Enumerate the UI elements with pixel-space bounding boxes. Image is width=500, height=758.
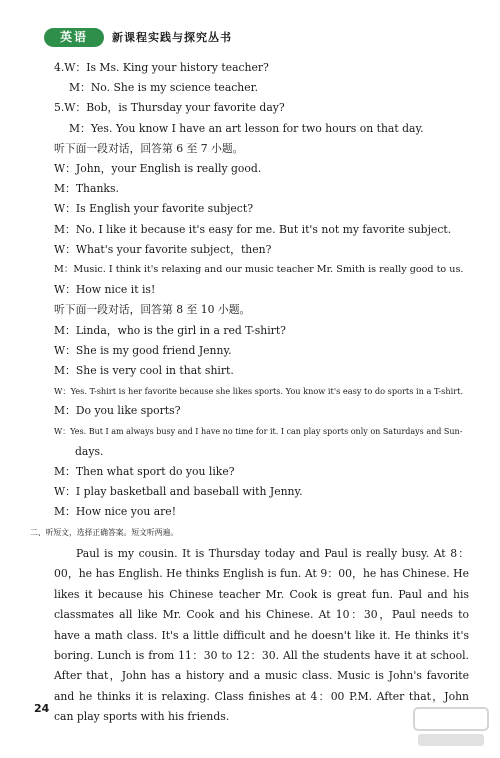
dialogue-line: W：How nice it is! xyxy=(54,283,156,297)
dialogue-line: M：She is very cool in that shirt. xyxy=(54,364,234,378)
watermark-logo xyxy=(412,706,490,750)
dialogue-line: W：She is my good friend Jenny. xyxy=(54,343,232,357)
page-number: 24 xyxy=(34,702,50,715)
dialogue-line: 听下面一段对话，回答第 6 至 7 小题。 xyxy=(54,141,244,155)
subject-badge: 英语 xyxy=(44,28,104,47)
dialogue-line: W：Is English your favorite subject? xyxy=(54,202,253,216)
section-heading: 二、听短文，选择正确答案。短文听两遍。 xyxy=(30,527,179,537)
dialogue-line: M：Yes. You know I have an art lesson for two hours on that day. xyxy=(69,121,424,135)
dialogue-line: 5.W：Bob，is Thursday your favorite day? xyxy=(54,101,285,115)
series-title: 新课程实践与探究丛书 xyxy=(112,31,232,44)
dialogue-line: M：Then what sport do you like? xyxy=(54,465,235,479)
dialogue-lines xyxy=(30,58,469,543)
dialogue-line: W：John，your English is really good. xyxy=(54,162,262,176)
dialogue-line: W：Yes. But I am always busy and I have no time for it. I can play sports only on Saturdays and Sun- xyxy=(54,426,463,436)
dialogue-line: M：Do you like sports? xyxy=(54,404,181,418)
dialogue-line: days. xyxy=(75,444,104,458)
dialogue-line: M：How nice you are! xyxy=(54,505,177,519)
dialogue-line: M：Music. I think it's relaxing and our music teacher Mr. Smith is really good to us. xyxy=(54,264,464,276)
passage-paragraph: Paul is my cousin. It is Thursday today and Paul is really busy. At 8：00，he has English. He thinks English is fun. At 9：00，he has Chinese. He likes it because his Chinese teacher Mr. Cook is great fun. Paul and his classmates all like Mr. Cook and his Chinese. At 10：30，Paul needs to have a math class. It's a little difficult and he doesn't like it. He thinks it's boring. Lunch is from 11：30 to 12：30. All the students have it at school. After that，John has a history and a music class. Music is John's favorite and he thinks it is relaxing. Class finishes at 4：00 P.M. After that，John can play sports with his friends. xyxy=(54,546,469,724)
dialogue-line: 听下面一段对话，回答第 8 至 10 小题。 xyxy=(54,303,251,317)
dialogue-line: W：Yes. T-shirt is her favorite because she likes sports. You know it's easy to do sports in a T-shirt. xyxy=(54,386,464,397)
dialogue-line: M：Linda，who is the girl in a red T-shirt? xyxy=(54,323,286,337)
dialogue-line: M：No. I like it because it's easy for me. But it's not my favorite subject. xyxy=(54,222,452,236)
dialogue-line: W：What's your favorite subject，then? xyxy=(54,242,272,256)
dialogue-line: M：No. She is my science teacher. xyxy=(69,81,259,95)
dialogue-line: M：Thanks. xyxy=(54,182,119,196)
dialogue-line: 4.W：Is Ms. King your history teacher? xyxy=(54,61,269,74)
dialogue-line: W：I play basketball and baseball with Jenny. xyxy=(54,485,303,499)
page-header xyxy=(44,28,464,48)
